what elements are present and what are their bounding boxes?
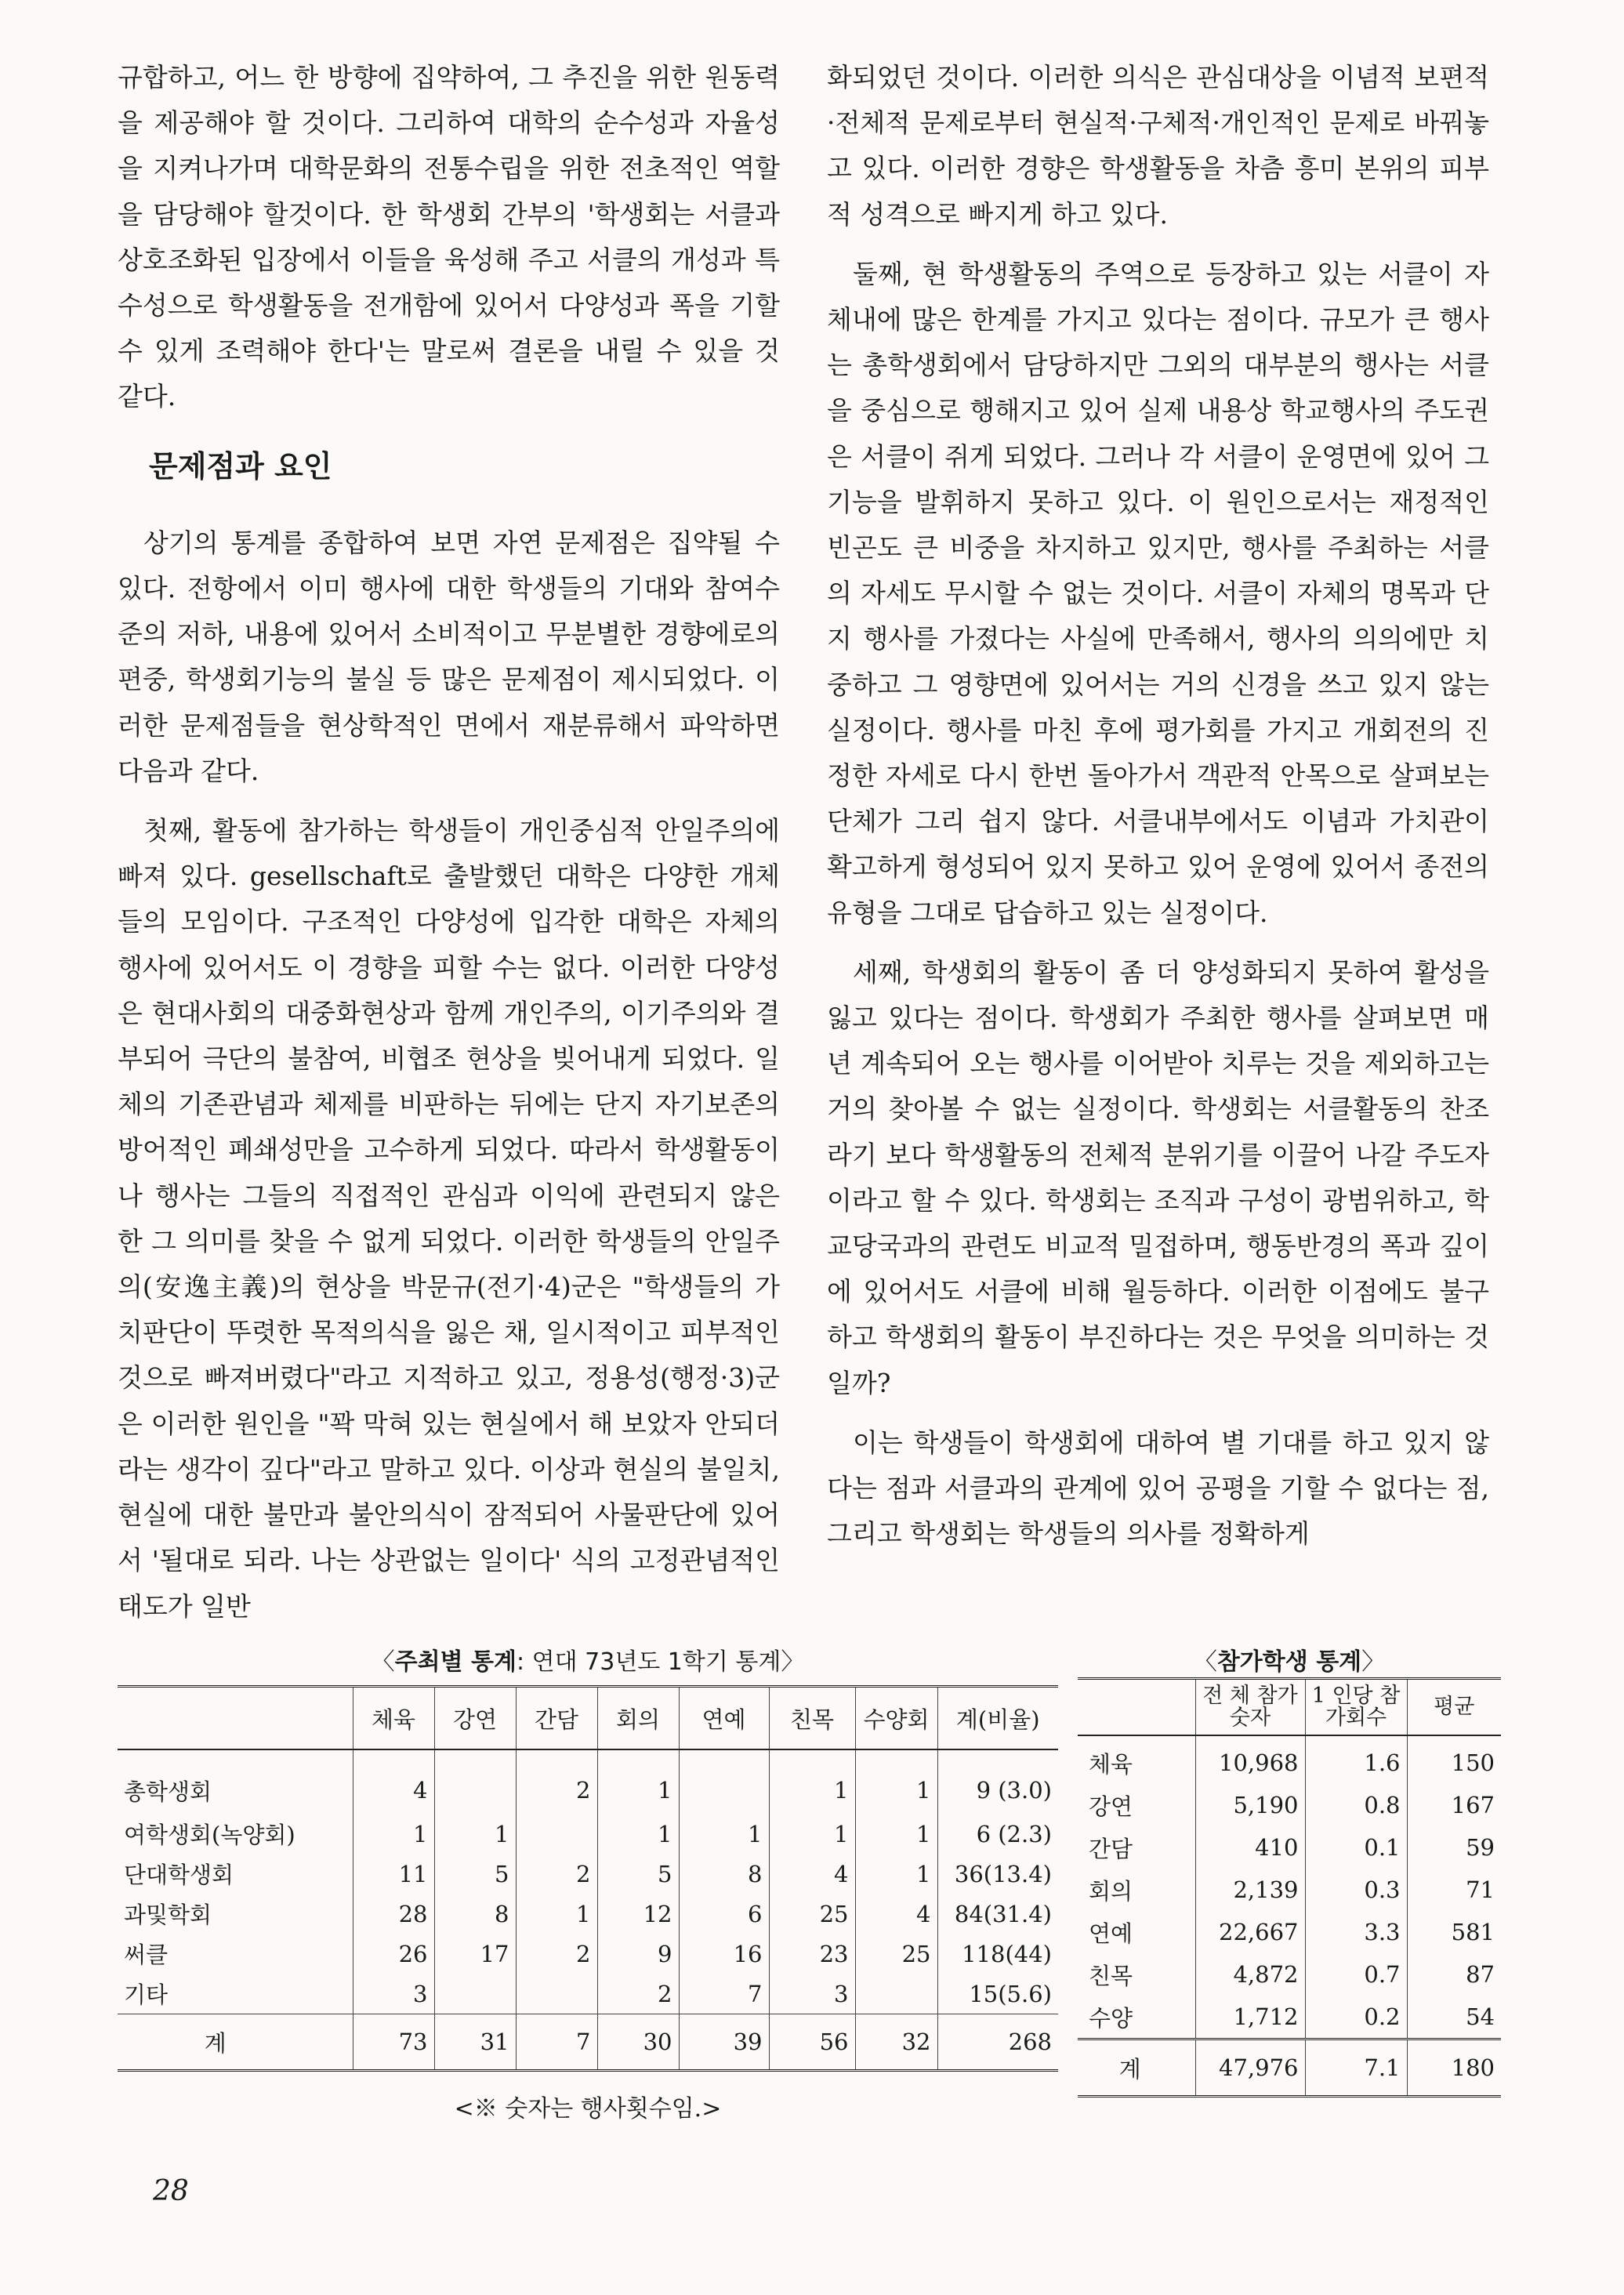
table-cell: 15(5.6) — [937, 1974, 1058, 2014]
table-cell: 4 — [769, 1854, 855, 1894]
table-cell: 9 (3.0) — [937, 1749, 1058, 1814]
page-number: 28 — [153, 2175, 189, 2207]
table-total-row — [118, 2014, 1058, 2071]
table-cell: 0.3 — [1305, 1869, 1407, 1911]
column-header — [1078, 1679, 1195, 1736]
section-heading: 문제점과 요인 — [149, 448, 332, 484]
table-cell: 0.1 — [1305, 1826, 1407, 1869]
table-cell — [434, 1749, 516, 1814]
table-header-row — [1078, 1679, 1501, 1736]
table-note: <※ 숫자는 행사횟수임.> — [454, 2095, 722, 2123]
column-header: 간담 — [516, 1687, 597, 1750]
table-cell: 10,968 — [1195, 1735, 1305, 1784]
table-cell: 28 — [353, 1894, 434, 1934]
table-cell: 25 — [769, 1894, 855, 1934]
table-cell: 2,139 — [1195, 1869, 1305, 1911]
table-cell: 6 (2.3) — [937, 1814, 1058, 1854]
column-header: 회의 — [597, 1687, 679, 1750]
row-label: 회의 — [1089, 1877, 1133, 1905]
row-label: 연예 — [1089, 1920, 1133, 1947]
table-cell: 56 — [769, 2014, 855, 2071]
row-label: 수양 — [1089, 2004, 1133, 2032]
table-cell: 3 — [353, 1974, 434, 2014]
table-cell: 118(44) — [937, 1934, 1058, 1974]
caption-subtitle: : 연대 73년도 1학기 통계 — [517, 1648, 781, 1676]
table-cell: 54 — [1407, 1996, 1501, 2039]
table-cell: 12 — [597, 1894, 679, 1934]
caption-title: 참가학생 통계 — [1216, 1648, 1362, 1676]
table-cell: 5,190 — [1195, 1784, 1305, 1826]
column-header: 연예 — [679, 1687, 769, 1750]
table-row — [1078, 1911, 1501, 1953]
table-cell: 4 — [855, 1894, 937, 1934]
table-cell: 17 — [434, 1934, 516, 1974]
table-cell: 36(13.4) — [937, 1854, 1058, 1894]
organizer-statistics-table — [118, 1685, 1058, 2072]
paragraph: 상기의 통계를 종합하여 보면 자연 문제점은 집약될 수 있다. 전항에서 이미 행사에 대한 학생들의 기대와 참여수준의 저하, 내용에 있어서 소비적이고 무분별한 경향에로의 편중, 학생회기능의 불실 등 많은 문제점이 제시되었다. 이러한 문제점들을 현상학적인 면에서 재분류해서 파악하면 다음과 같다. — [118, 527, 780, 786]
row-label: 체육 — [1089, 1751, 1133, 1778]
table-cell: 22,667 — [1195, 1911, 1305, 1953]
table-cell: 7 — [516, 2014, 597, 2071]
table-cell: 7.1 — [1305, 2039, 1407, 2097]
column-header — [118, 1687, 353, 1750]
table-cell: 1 — [353, 1814, 434, 1854]
table-cell: 59 — [1407, 1826, 1501, 1869]
table-cell: 9 — [597, 1934, 679, 1974]
left-text-column — [118, 55, 780, 1644]
paragraph: 첫째, 활동에 참가하는 학생들이 개인중심적 안일주의에 빠져 있다. gesellschaft로 출발했던 대학은 다양한 개체들의 모임이다. 구조적인 다양성에 입각한 대학은 자체의 행사에 있어서도 이 경향을 피할 수는 없다. 이러한 다양성은 현대사회의 대중화현상과 함께 개인주의, 이기주의와 결부되어 극단의 불참여, 비협조 현상을 빚어내게 되었다. 일체의 기존관념과 체제를 비판하는 뒤에는 단지 자기보존의 방어적인 폐쇄성만을 고수하게 되었다. 따라서 학생활동이나 행사는 그들의 직접적인 관심과 이익에 관련되지 않은 한 그 의미를 찾을 수 없게 되었다. 이러한 학생들의 안일주의(安逸主義)의 현상을 박문규(전기·4)군은 "학생들의 가치판단이 뚜렷한 목적의식을 잃은 채, 일시적이고 피부적인 것으로 빠져버렸다"라고 지적하고 있고, 정용성(행정·3)군은 이러한 원인을 "꽉 막혀 있는 현실에서 해 보았자 안되더라는 생각이 깊다"라고 말하고 있다. 이상과 현실의 불일치, 현실에 대한 불만과 불안의식이 잠적되어 사물판단에 있어서 '될대로 되라. 나는 상관없는 일이다' 식의 고정관념적인 태도가 일반 — [118, 815, 780, 1622]
table-cell: 167 — [1407, 1784, 1501, 1826]
table-cell: 3.3 — [1305, 1911, 1407, 1953]
table-cell: 0.7 — [1305, 1953, 1407, 1996]
paragraph: 화되었던 것이다. 이러한 의식은 관심대상을 이념적 보편적·전체적 문제로부터 현실적·구체적·개인적인 문제로 바꿔놓고 있다. 이러한 경향은 학생활동을 차츰 흥미 본위의 피부적 성격으로 빠지게 하고 있다. — [827, 62, 1489, 230]
table-row — [118, 1934, 1058, 1974]
column-header: 전 체 참가숫자 — [1195, 1679, 1305, 1736]
table-row — [1078, 1869, 1501, 1911]
table-row — [118, 1974, 1058, 2014]
table-cell: 1 — [597, 1814, 679, 1854]
table-cell: 3 — [769, 1974, 855, 2014]
table-row — [118, 1814, 1058, 1854]
table-total-row — [1078, 2039, 1501, 2097]
table-cell: 2 — [516, 1749, 597, 1814]
table-row — [1078, 1953, 1501, 1996]
table-cell: 410 — [1195, 1826, 1305, 1869]
table-cell: 1 — [855, 1854, 937, 1894]
participant-statistics-table — [1078, 1677, 1501, 2097]
table-cell: 4,872 — [1195, 1953, 1305, 1996]
row-label: 강연 — [1089, 1793, 1133, 1820]
table-cell: 11 — [353, 1854, 434, 1894]
caption-title: 주최별 통계 — [394, 1648, 517, 1676]
table-cell: 2 — [516, 1934, 597, 1974]
column-header: 강연 — [434, 1687, 516, 1750]
table-cell: 73 — [353, 2014, 434, 2071]
table-cell: 30 — [597, 2014, 679, 2071]
table-row — [1078, 1826, 1501, 1869]
column-header: 체육 — [353, 1687, 434, 1750]
row-label: 과및학회 — [124, 1902, 212, 1928]
table-cell: 5 — [597, 1854, 679, 1894]
column-header: 1 인당 참가회수 — [1305, 1679, 1407, 1736]
table-cell: 1 — [516, 1894, 597, 1934]
table-cell — [679, 1749, 769, 1814]
table-cell: 32 — [855, 2014, 937, 2071]
table-cell: 25 — [855, 1934, 937, 1974]
right-text-column — [827, 55, 1489, 1572]
table-cell: 0.8 — [1305, 1784, 1407, 1826]
table-cell: 39 — [679, 2014, 769, 2071]
table-cell — [516, 1974, 597, 2014]
table-cell: 87 — [1407, 1953, 1501, 1996]
table-cell: 1 — [769, 1749, 855, 1814]
table-cell: 1 — [769, 1814, 855, 1854]
table-cell: 4 — [353, 1749, 434, 1814]
table-cell: 1 — [855, 1814, 937, 1854]
table-main-caption: 〈주최별 통계: 연대 73년도 1학기 통계〉 — [371, 1648, 805, 1676]
table-cell: 84(31.4) — [937, 1894, 1058, 1934]
row-label: 써클 — [124, 1942, 169, 1968]
paragraph: 이는 학생들이 학생회에 대하여 별 기대를 하고 있지 않다는 점과 서클과의 관계에 있어 공평을 기할 수 없다는 점, 그리고 학생회는 학생들의 의사를 정확하게 — [827, 1427, 1489, 1550]
column-header: 평균 — [1407, 1679, 1501, 1736]
table-cell: 26 — [353, 1934, 434, 1974]
table-row — [118, 1854, 1058, 1894]
table-cell: 31 — [434, 2014, 516, 2071]
table-cell: 7 — [679, 1974, 769, 2014]
table-cell: 180 — [1407, 2039, 1501, 2097]
table-cell: 8 — [679, 1854, 769, 1894]
table-row — [118, 1894, 1058, 1934]
paragraph: 세째, 학생회의 활동이 좀 더 양성화되지 못하여 활성을 잃고 있다는 점이다. 학생회가 주최한 행사를 살펴보면 매년 계속되어 오는 행사를 이어받아 치루는 것을 제외하고는 거의 찾아볼 수 없는 실정이다. 학생회는 서클활동의 찬조라기 보다 학생활동의 전체적 분위기를 이끌어 나갈 주도자이라고 할 수 있다. 학생회는 조직과 구성이 광범위하고, 학교당국과의 관련도 비교적 밀접하며, 행동반경의 폭과 깊이에 있어서도 서클에 비해 월등하다. 이러한 이점에도 불구하고 학생회의 활동이 부진하다는 것은 무엇을 의미하는 것일까? — [827, 956, 1489, 1398]
table-cell: 1 — [855, 1749, 937, 1814]
table-row — [1078, 1996, 1501, 2039]
table-cell: 1 — [679, 1814, 769, 1854]
row-label: 기타 — [124, 1981, 169, 2008]
column-header: 수양회 — [855, 1687, 937, 1750]
column-header: 친목 — [769, 1687, 855, 1750]
row-label: 친목 — [1089, 1962, 1133, 1989]
table-cell — [516, 1814, 597, 1854]
table-row — [1078, 1735, 1501, 1784]
row-label: 간담 — [1089, 1835, 1133, 1862]
table-cell: 1 — [434, 1814, 516, 1854]
paragraph: 둘째, 현 학생활동의 주역으로 등장하고 있는 서클이 자체내에 많은 한계를 가지고 있다는 점이다. 규모가 큰 행사는 총학생회에서 담당하지만 그외의 대부분의 행사는 서클을 중심으로 행해지고 있어 실제 내용상 학교행사의 주도권은 서클이 쥐게 되었다. 그러나 각 서클이 운영면에 있어 그 기능을 발휘하지 못하고 있다. 이 원인으로서는 재정적인 빈곤도 큰 비중을 차지하고 있지만, 행사를 주최하는 서클의 자세도 무시할 수 없는 것이다. 서클이 자체의 명목과 단지 행사를 가졌다는 사실에 만족해서, 행사의 의의에만 치중하고 그 영향면에 있어서는 거의 신경을 쓰고 있지 않는 실정이다. 행사를 마친 후에 평가회를 가지고 개회전의 진정한 자세로 다시 한번 돌아가서 객관적 안목으로 살펴보는 단체가 그리 쉽지 않다. 서클내부에서도 이념과 가치관이 확고하게 형성되어 있지 못하고 있어 운영에 있어서 종전의 유형을 그대로 답습하고 있는 실정이다. — [827, 258, 1490, 928]
table-cell: 71 — [1407, 1869, 1501, 1911]
table-cell: 8 — [434, 1894, 516, 1934]
row-label: 여학생회(녹양회) — [124, 1822, 295, 1848]
table-header-row — [118, 1687, 1058, 1750]
table-cell: 268 — [937, 2014, 1058, 2071]
table-cell: 6 — [679, 1894, 769, 1934]
row-label: 계 — [1078, 2039, 1195, 2097]
table-cell: 23 — [769, 1934, 855, 1974]
table-students-caption: 〈참가학생 통계〉 — [1193, 1648, 1386, 1676]
table-cell: 5 — [434, 1854, 516, 1894]
row-label: 단대학생회 — [124, 1862, 234, 1888]
table-cell: 1 — [597, 1749, 679, 1814]
table-cell — [434, 1974, 516, 2014]
row-label: 계 — [118, 2014, 353, 2071]
table-cell: 1,712 — [1195, 1996, 1305, 2039]
table-cell: 47,976 — [1195, 2039, 1305, 2097]
paragraph: 규합하고, 어느 한 방향에 집약하여, 그 추진을 위한 원동력을 제공해야 할 것이다. 그리하여 대학의 순수성과 자율성을 지켜나가며 대학문화의 전통수립을 위한 전초적인 역할을 담당해야 할것이다. 한 학생회 간부의 '학생회는 서클과 상호조화된 입장에서 이들을 육성해 주고 서클의 개성과 특수성으로 학생활동을 전개함에 있어서 다양성과 폭을 기할 수 있게 조력해야 한다'는 말로써 결론을 내릴 수 있을 것 같다. — [118, 62, 781, 412]
table-cell: 16 — [679, 1934, 769, 1974]
table-cell: 0.2 — [1305, 1996, 1407, 2039]
table-cell: 581 — [1407, 1911, 1501, 1953]
row-label: 총학생회 — [124, 1778, 212, 1805]
table-cell: 150 — [1407, 1735, 1501, 1784]
table-cell: 2 — [597, 1974, 679, 2014]
table-cell: 1.6 — [1305, 1735, 1407, 1784]
column-header: 계(비율) — [937, 1687, 1058, 1750]
table-row — [118, 1749, 1058, 1814]
table-cell — [855, 1974, 937, 2014]
table-cell: 2 — [516, 1854, 597, 1894]
table-row — [1078, 1784, 1501, 1826]
